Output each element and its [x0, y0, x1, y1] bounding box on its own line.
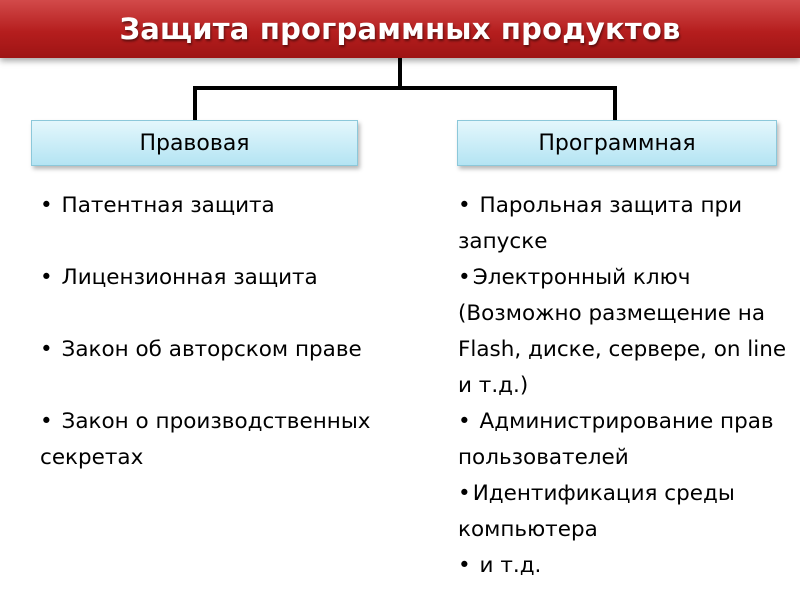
branch-label-legal: Правовая — [139, 130, 250, 156]
list-item-text: Администрирование прав пользователей — [458, 409, 774, 470]
list-item — [40, 404, 385, 476]
list-item — [458, 188, 798, 260]
list-item — [458, 404, 798, 476]
list-item-text: Лицензионная защита — [61, 265, 318, 290]
page-title: Защита программных продуктов — [119, 12, 681, 46]
list-item-text: и т.д. — [479, 553, 542, 578]
list-item — [40, 332, 385, 368]
branch-box-software — [457, 120, 777, 166]
bullet-icon: • — [458, 265, 471, 290]
list-item-text: Закон о производственных секретах — [40, 409, 371, 470]
branch-box-legal — [31, 120, 358, 166]
list-item-text: Парольная защита при запуске — [458, 193, 743, 254]
list-item-text: Электронный ключ (Возможно размещение на Flash, диске, сервере, on line и т.д.) — [458, 265, 787, 398]
list-item — [40, 260, 385, 296]
legal-methods-list — [40, 188, 385, 476]
bullet-icon: • — [458, 409, 471, 434]
list-item — [458, 548, 798, 584]
bullet-icon: • — [40, 337, 53, 362]
list-item-text: Закон об авторском праве — [61, 337, 362, 362]
bullet-icon: • — [40, 193, 53, 218]
bullet-icon: • — [458, 553, 471, 578]
bullet-icon: • — [40, 409, 53, 434]
list-item — [458, 476, 798, 548]
bullet-icon: • — [40, 265, 53, 290]
bullet-icon: • — [458, 481, 471, 506]
list-item — [458, 260, 798, 404]
software-methods-list — [458, 188, 798, 584]
list-item-text: Идентификация среды компьютера — [458, 481, 735, 542]
list-item-text: Патентная защита — [61, 193, 275, 218]
branch-label-software: Программная — [538, 130, 696, 156]
list-item — [40, 188, 385, 224]
bullet-icon: • — [458, 193, 471, 218]
